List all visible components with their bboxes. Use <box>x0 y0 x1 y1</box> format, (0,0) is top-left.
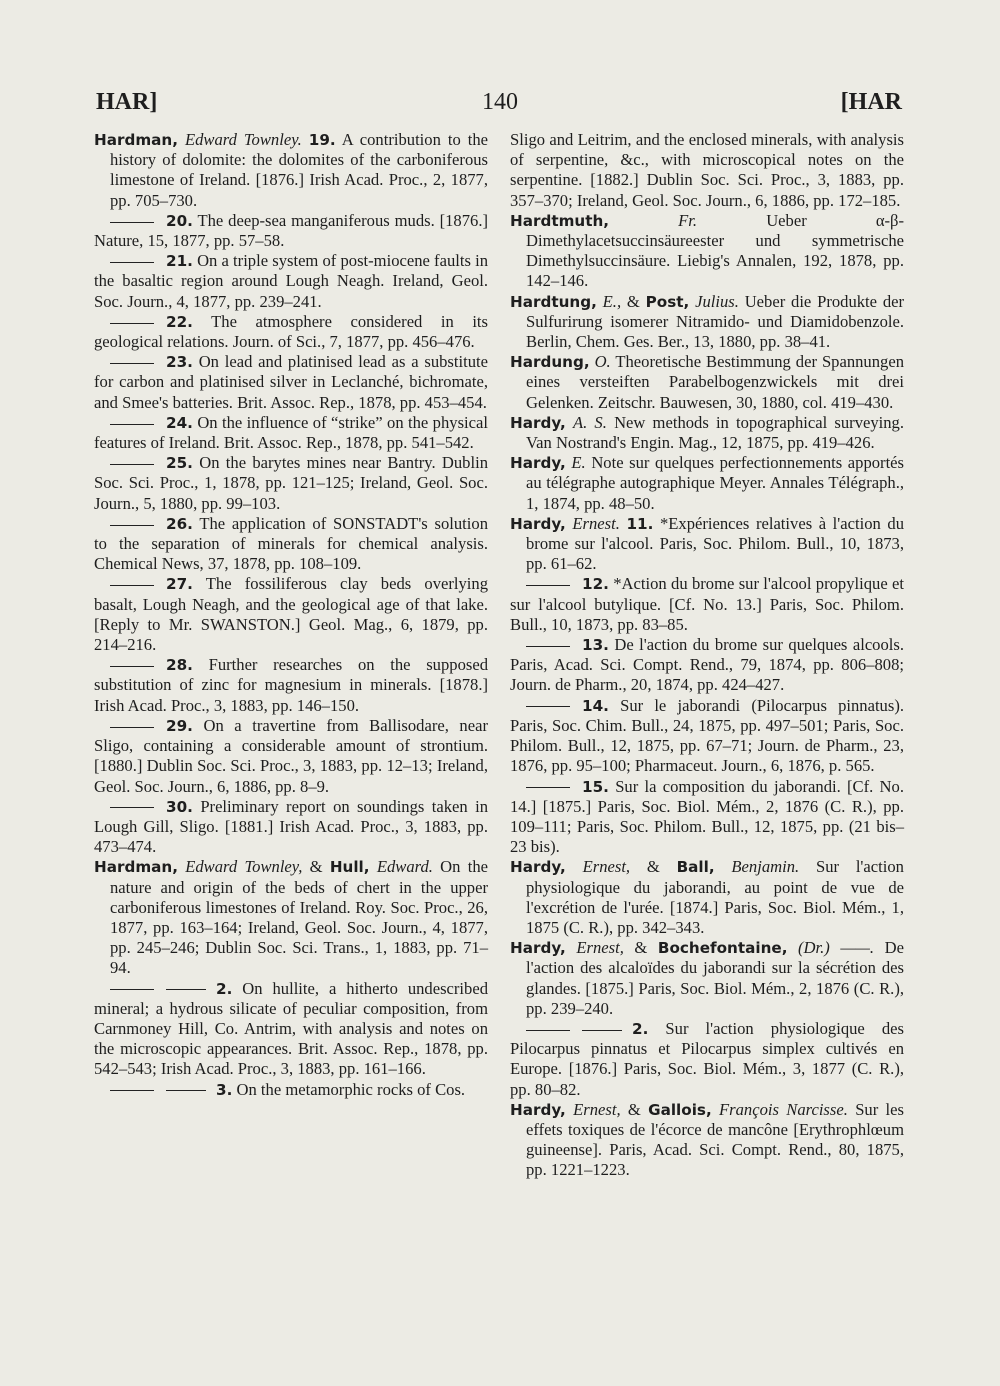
entry-text: On the metamorphic rocks of Cos. <box>236 1079 466 1099</box>
coauthor-given-name: Benjamin. <box>731 857 800 877</box>
author-surname: Hardy, <box>510 1100 566 1119</box>
ditto-dash <box>526 706 570 707</box>
author-given-name: E., <box>602 291 622 311</box>
entry-number: 25. <box>166 454 193 473</box>
entry-number: 28. <box>166 656 193 675</box>
entry-number: 12. <box>582 575 609 594</box>
author-surname: Hardy, <box>510 939 566 958</box>
entry-text: On hullite, a hitherto undescribed mineral; a hydrous silicate of peculiar composition, from Carnmoney Hill, Co. Antrim, with analysis and notes on the microscopic appearances. Brit. Assoc. Rep., 1878, pp. 542–543; Irish Acad. Proc., 3, 1883, pp. 161–166. <box>94 978 488 1079</box>
ditto-dash <box>110 585 154 586</box>
bibliography-entry <box>94 413 488 453</box>
bibliography-entry: Hardy, Ernest, & Gallois, François Narcisse. Sur les effets toxiques de l'écorce de mancône [Erythrophlœum guineense]. Paris, Acad. Sci. Compt. Rend., 80, 1875, pp. 1221–1223. <box>510 1099 904 1180</box>
bibliography-entry <box>510 514 904 575</box>
entry-text: Note sur quelques perfectionnements apportés au télégraphe autographique Meyer. Annales Télégraph., 1, 1874, pp. 48–50. <box>526 453 905 513</box>
coauthor-given-name: Julius. <box>695 291 739 311</box>
entry-text: Sur les effets toxiques de l'écorce de mancône [Erythrophlœum guineense]. Paris, Acad. Sci. Compt. Rend., 80, 1875, pp. 1221–1223. <box>526 1099 904 1180</box>
ditto-dash <box>526 787 570 788</box>
ditto-dash <box>110 525 154 526</box>
bibliography-entry <box>94 211 488 251</box>
author-given-name: Ernest, <box>576 938 624 958</box>
author-given-name: Edward Townley, <box>185 857 303 877</box>
entry-text: Ueber α-β-Dimethylacetsuccinsäureester und symmetrische Dimethylsuccinsäure. Liebig's Annalen, 192, 1878, pp. 142–146. <box>526 210 905 291</box>
bibliography-entry <box>510 130 904 211</box>
ditto-dash <box>110 807 154 808</box>
bibliography-entry: Hardy, Ernest, & Ball, Benjamin. Sur l'action physiologique du jaborandi, au point de vue de l'excrétion de l'urée. [1874.] Paris, Soc. Biol. Mém., 1, 1875 (C. R.), pp. 342–343. <box>510 857 904 937</box>
bibliography-entry <box>94 655 488 716</box>
coauthor-given-name: (Dr.) ——. <box>798 938 875 958</box>
bibliography-entry <box>94 453 488 514</box>
ditto-dash <box>110 666 154 667</box>
ditto-dash <box>110 262 154 263</box>
author-given-name: Ernest, <box>582 857 631 877</box>
bibliography-entry <box>94 352 488 413</box>
entry-number: 26. <box>166 514 193 533</box>
entry-number: 24. <box>166 413 193 432</box>
entry-number: 27. <box>166 575 193 594</box>
author-surname: Hardy, <box>510 454 566 473</box>
bibliography-entry <box>94 312 488 352</box>
entry-number: 29. <box>166 716 193 735</box>
entry-number: 20. <box>166 211 193 230</box>
bibliography-entry: Hardman, Edward Townley, & Hull, Edward. On the nature and origin of the beds of chert in the upper carboniferous limestones of Ireland. Roy. Soc. Proc., 26, 1877, pp. 163–164; Ireland, Geol. Soc. Journ., 4, 1877, pp. 245–246; Dublin Soc. Sci. Trans., 1, 1883, pp. 71–94. <box>94 857 488 978</box>
ditto-dash <box>526 646 570 647</box>
entry-text: New methods in topographical surveying. Van Nostrand's Engin. Mag., 12, 1875, pp. 419–426. <box>526 412 905 453</box>
author-given-name: Ernest. <box>572 513 620 533</box>
coauthor-surname: Post, <box>645 292 690 311</box>
entry-text: On the influence of “strike” on the physical features of Ireland. Brit. Assoc. Rep., 1878, pp. 541–542. <box>94 412 488 453</box>
bibliography-entry <box>510 777 904 858</box>
author-surname: Hardman, <box>94 131 178 149</box>
running-head-left: HAR] <box>96 89 158 115</box>
ditto-dash <box>582 1030 622 1031</box>
author-given-name: E. <box>571 453 586 473</box>
author-given-name: Ernest, <box>573 1099 621 1119</box>
entry-text: On lead and platinised lead as a substitute for carbon and platinised silver in Leclanché, bichromate, and Smee's batteries. Brit. Assoc. Rep., 1878, pp. 453–454. <box>94 352 488 412</box>
bibliography-entry <box>510 635 904 696</box>
ditto-dash <box>110 222 154 223</box>
bibliography-entry <box>510 453 904 514</box>
entry-text: A contribution to the history of dolomite: the dolomites of the carboniferous limestone of Ireland. [1876.] Irish Acad. Proc., 2, 1877, pp. 705–730. <box>110 130 488 210</box>
entry-number: 13. <box>582 636 609 655</box>
coauthor-surname: Bochefontaine, <box>657 939 788 958</box>
ditto-dash <box>110 464 154 465</box>
bibliography-entry: Hardtung, E., & Post, Julius. Ueber die Produkte der Sulfurirung isomerer Nitramido- und Diamidobenzole. Berlin, Chem. Ges. Ber., 13, 1880, pp. 38–41. <box>510 291 905 352</box>
entry-text: Preliminary report on soundings taken in Lough Gill, Sligo. [1881.] Irish Acad. Proc., 3, 1883, pp. 473–474. <box>94 796 488 857</box>
entry-text: *Action du brome sur l'alcool propylique et sur l'alcool butylique. [Cf. No. 13.] Paris, Soc. Philom. Bull., 10, 1873, pp. 83–85. <box>510 574 904 634</box>
entry-text: Sur l'action physiologique des Pilocarpus pinnatus et Pilocarpus simplex cultivés en Europe. [1876.] Paris, Soc. Biol. Mém., 3, 1877 (C. R.), pp. 80–82. <box>510 1018 904 1099</box>
bibliography-entry <box>94 797 488 858</box>
entry-text: Further researches on the supposed substitution of zinc for magnesium in minerals. [1878.] Irish Acad. Proc., 3, 1883, pp. 146–150. <box>94 655 488 715</box>
ditto-dash <box>526 585 570 586</box>
bibliography-entry <box>510 352 904 413</box>
right-column <box>510 130 904 1181</box>
entry-text: On a travertine from Ballisodare, near Sligo, containing a considerable amount of strontium. [1880.] Dublin Soc. Sci. Proc., 3, 1883, pp. 12–13; Ireland, Geol. Soc. Journ., 6, 1886, pp. 8–9. <box>94 715 488 796</box>
ditto-dash <box>110 727 154 728</box>
entry-text: Sligo and Leitrim, and the enclosed minerals, with analysis of serpentine, &c., with microscopical notes on the serpentine. [1882.] Dublin Soc. Sci. Proc., 3, 1883, pp. 357–370; Ireland, Geol. Soc. Journ., 6, 1886, pp. 172–185. <box>510 130 904 210</box>
bibliography-entry <box>94 130 488 211</box>
entry-number: 23. <box>166 353 193 372</box>
page-number: 140 <box>482 89 518 115</box>
author-surname: Hardung, <box>510 353 590 372</box>
entry-text: On the nature and origin of the beds of chert in the upper carboniferous limestones of Ireland. Roy. Soc. Proc., 26, 1877, pp. 163–164; Ireland, Geol. Soc. Journ., 4, 1877, pp. 245–246; Dublin Soc. Sci. Trans., 1, 1883, pp. 71–94. <box>110 857 488 978</box>
entry-text: The atmosphere considered in its geological relations. Journ. of Sci., 7, 1877, pp. 456–476. <box>94 311 488 352</box>
ditto-dash <box>166 1090 206 1091</box>
bibliography-entry <box>510 211 904 292</box>
entry-number: 22. <box>166 312 193 331</box>
author-given-name: Fr. <box>678 210 698 230</box>
left-column <box>94 130 488 1100</box>
entry-number: 30. <box>166 797 193 816</box>
entry-number: 19. <box>308 131 336 149</box>
entry-number: 11. <box>626 514 654 533</box>
bibliography-entry <box>94 979 488 1080</box>
entry-text: On a triple system of post-miocene faults in the basaltic region around Lough Neagh. Ireland, Geol. Soc. Journ., 4, 1877, pp. 239–241. <box>94 251 488 311</box>
author-given-name: O. <box>594 352 611 372</box>
ditto-dash <box>110 424 154 425</box>
entry-number: 15. <box>582 777 609 796</box>
coauthor-given-name: Edward. <box>376 857 433 877</box>
ditto-dash <box>110 1090 154 1091</box>
bibliography-entry: Hardy, Ernest, & Bochefontaine, (Dr.) ——. De l'action des alcaloïdes du jaborandi sur la sécrétion des glandes. [1875.] Paris, Soc. Biol. Mém., 2, 1876 (C. R.), pp. 239–240. <box>510 938 904 1018</box>
coauthor-given-name: François Narcisse. <box>719 1099 848 1119</box>
entry-number: 3. <box>216 1080 233 1099</box>
author-surname: Hardman, <box>94 858 178 877</box>
entry-number: 21. <box>166 252 193 271</box>
bibliography-entry <box>94 574 488 655</box>
ditto-dash <box>166 989 206 990</box>
ditto-dash <box>526 1030 570 1031</box>
entry-text: Ueber die Produkte der Sulfurirung isomerer Nitramido- und Diamidobenzole. Berlin, Chem. Ges. Ber., 13, 1880, pp. 38–41. <box>526 291 905 352</box>
entry-text: The fossiliferous clay beds overlying basalt, Lough Neagh, and the geological age of that lake. [Reply to Mr. SWANSTON.] Geol. Mag., 6, 1879, pp. 214–216. <box>94 574 488 655</box>
entry-text: Sur la composition du jaborandi. [Cf. No. 14.] [1875.] Paris, Soc. Biol. Mém., 2, 1876 (C. R.), pp. 109–111; Paris, Soc. Philom. Bull., 12, 1875, pp. (21 bis–23 bis). <box>510 776 904 857</box>
author-given-name: A. S. <box>572 412 607 432</box>
ditto-dash <box>110 363 154 364</box>
author-surname: Hardtung, <box>510 292 597 311</box>
entry-text: The application of SONSTADT's solution to the separation of minerals for chemical analysis. Chemical News, 37, 1878, pp. 108–109. <box>94 513 488 574</box>
bibliography-entry <box>510 696 904 777</box>
bibliography-entry <box>510 413 904 453</box>
coauthor-surname: Ball, <box>676 858 715 877</box>
bibliography-entry <box>94 1080 488 1100</box>
entry-number: 14. <box>582 696 609 715</box>
entry-number: 2. <box>632 1019 649 1038</box>
bibliography-entry <box>94 514 488 575</box>
coauthor-surname: Gallois, <box>648 1100 712 1119</box>
bibliography-entry <box>94 716 488 797</box>
entry-text: Theoretische Bestimmung der Spannungen eines versteiften Parabelbogenzwickels mit drei Gelenken. Zeitschr. Bauwesen, 30, 1880, col. 419–430. <box>526 352 904 412</box>
ditto-dash <box>110 989 154 990</box>
entry-text: Sur l'action physiologique du jaborandi, au point de vue de l'excrétion de l'urée. [1874.] Paris, Soc. Biol. Mém., 1, 1875 (C. R.), pp. 342–343. <box>526 857 904 937</box>
entry-text: De l'action des alcaloïdes du jaborandi sur la sécrétion des glandes. [1875.] Paris, Soc. Biol. Mém., 2, 1876 (C. R.), pp. 239–240. <box>526 938 904 1018</box>
author-surname: Hardy, <box>510 858 566 877</box>
bibliography-entry <box>94 251 488 312</box>
entry-number: 2. <box>216 979 233 998</box>
coauthor-surname: Hull, <box>329 858 370 877</box>
ditto-dash <box>110 323 154 324</box>
author-surname: Hardy, <box>510 413 566 432</box>
bibliography-entry <box>510 574 904 635</box>
entry-text: Sur le jaborandi (Pilocarpus pinnatus). Paris, Soc. Chim. Bull., 24, 1875, pp. 497–501; Paris, Soc. Philom. Bull., 12, 1875, pp. 67–71; Journ. de Pharm., 23, 1876, pp. 95–100; Pharmaceut. Journ., 6, 1876, p. 565. <box>510 695 904 776</box>
entry-text: De l'action du brome sur quelques alcools. Paris, Acad. Sci. Compt. Rend., 79, 1874, pp. 806–808; Journ. de Pharm., 20, 1874, pp. 424–427. <box>510 635 904 695</box>
author-surname: Hardtmuth, <box>510 211 610 230</box>
entry-text: The deep-sea manganiferous muds. [1876.] Nature, 15, 1877, pp. 57–58. <box>94 210 488 251</box>
entry-text: On the barytes mines near Bantry. Dublin Soc. Sci. Proc., 1, 1878, pp. 121–125; Ireland, Geol. Soc. Journ., 5, 1880, pp. 99–103. <box>94 453 488 513</box>
author-given-name: Edward Townley. <box>184 130 302 149</box>
author-surname: Hardy, <box>510 514 566 533</box>
entry-text: *Expériences relatives à l'action du brome sur l'alcool. Paris, Soc. Philom. Bull., 10, 1873, pp. 61–62. <box>526 513 904 574</box>
bibliography-entry <box>510 1019 904 1100</box>
running-head-right: [HAR <box>840 89 902 115</box>
